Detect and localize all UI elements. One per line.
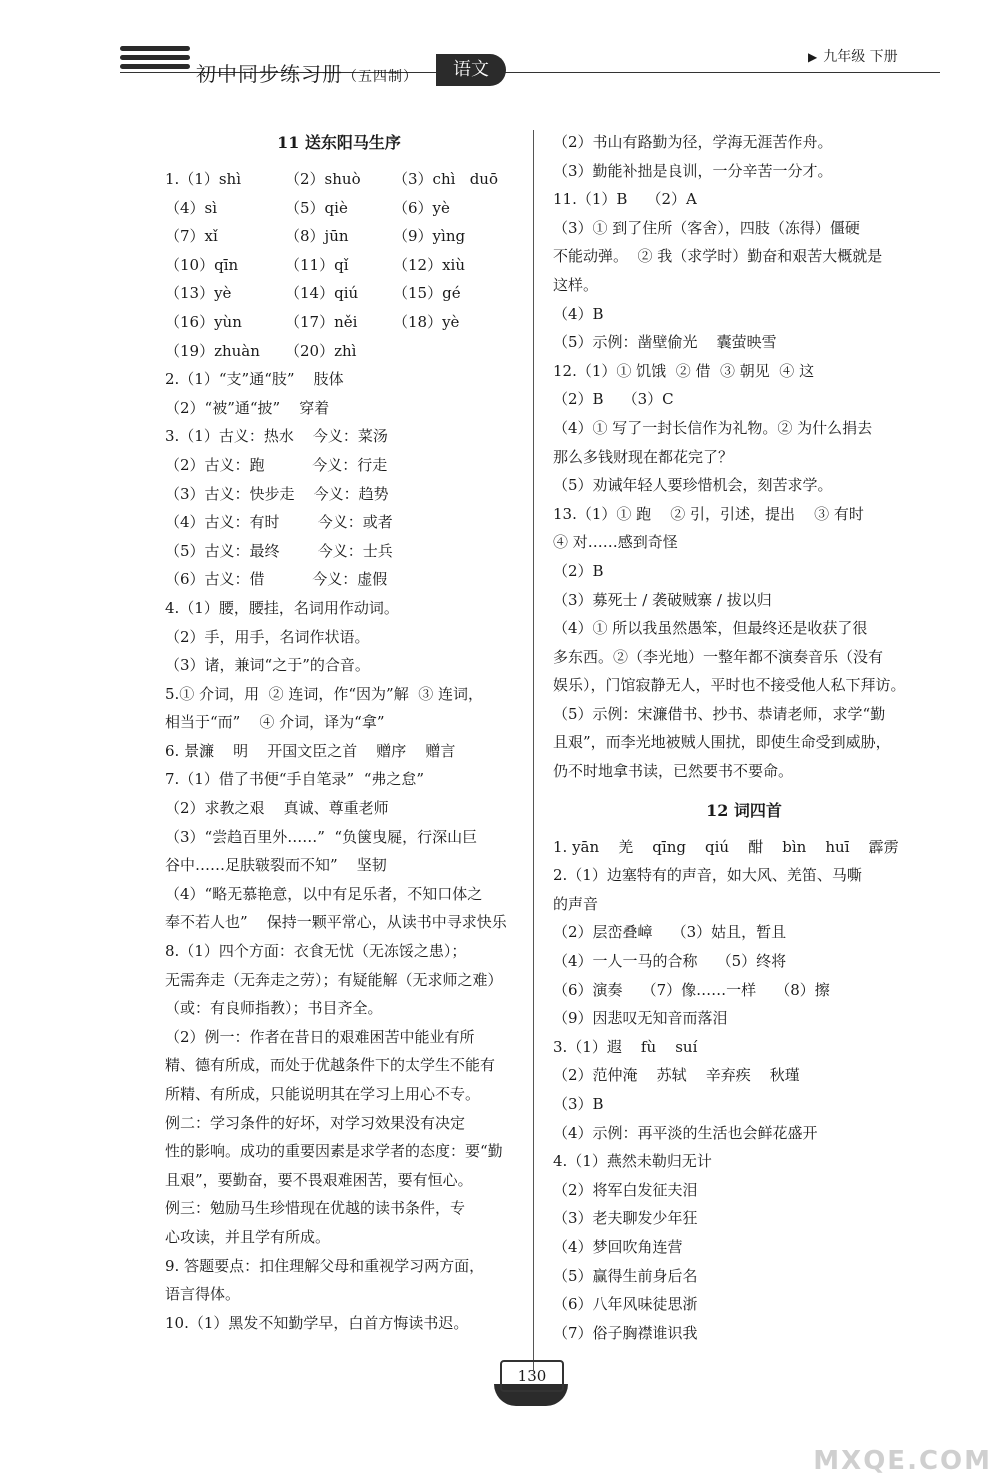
answer-line: （5）赢得生前身后名 xyxy=(553,1266,698,1285)
answer-line: 且艰”，而李光地被贼人围扰，即使生命受到威胁， xyxy=(553,733,891,752)
answer-line: 7.（1）借了书便“手自笔录” “弗之怠” xyxy=(165,770,425,789)
pinyin-cell: （17）něi xyxy=(285,312,358,331)
answer-line: 13.（1）① 跑 ② 引，引述，提出 ③ 有时 xyxy=(553,504,864,523)
answer-line: （3）勤能补拙是良训，一分辛苦一分才。 xyxy=(553,161,833,180)
answer-line: （5）劝诫年轻人要珍惜机会，刻苦求学。 xyxy=(553,476,833,495)
pinyin-cell: （15）gé xyxy=(393,284,461,303)
answer-line: 奉不若人也” 保持一颗平常心，从读书中寻求快乐 xyxy=(165,913,507,932)
right-answer-lines-a xyxy=(553,128,935,786)
pinyin-cell xyxy=(393,337,513,366)
answer-line: 不能动弹。 ② 我（求学时）勤奋和艰苦大概就是 xyxy=(553,247,883,266)
grade-label: ▶ 九年级 下册 xyxy=(808,49,898,65)
pinyin-cell: （8）jūn xyxy=(285,227,349,246)
pinyin-cell: （13）yè xyxy=(165,284,232,303)
left-answer-lines xyxy=(165,365,513,1337)
answer-line: （4）古义：有时 今义：或者 xyxy=(165,513,393,532)
answer-line: （2）例一：作者在昔日的艰难困苦中能业有所 xyxy=(165,1027,475,1046)
right-column xyxy=(553,128,935,1347)
answer-line: （2）范仲淹 苏轼 辛弃疾 秋瑾 xyxy=(553,1066,800,1085)
answer-line: （3）“尝趋百里外……” “负箧曳屣，行深山巨 xyxy=(165,827,478,846)
answer-line: （4）示例：再平淡的生活也会鲜花盛开 xyxy=(553,1123,818,1142)
edition-label: （五四制） xyxy=(343,69,418,85)
pinyin-cell: （12）xiù xyxy=(393,255,466,274)
answer-line: （2）将军白发征夫泪 xyxy=(553,1180,698,1199)
answer-line: 例三：勉励马生珍惜现在优越的读书条件，专 xyxy=(165,1199,466,1218)
section-title-11: 11 送东阳马生序 xyxy=(277,133,401,152)
pinyin-cell: （9）yìng xyxy=(393,227,466,246)
answer-line: （3）老夫聊发少年狂 xyxy=(553,1209,698,1228)
answer-line: 9. 答题要点：扣住理解父母和重视学习两方面， xyxy=(165,1256,485,1275)
answer-line: 8.（1）四个方面：衣食无忧（无冻馁之患）； xyxy=(165,942,467,961)
answer-line: 相当于“而” ④ 介词，译为“拿” xyxy=(165,713,385,732)
book-title: 初中同步练习册（五四制） xyxy=(196,62,418,86)
answer-line: 3.（1）古义：热水 今义：菜汤 xyxy=(165,427,388,446)
pinyin-row xyxy=(165,194,513,223)
answer-line: （2）“被”通“披” 穿着 xyxy=(165,398,330,417)
answer-line: （3）① 到了住所（客舍），四肢（冻得）僵硬 xyxy=(553,218,860,237)
answer-line: （2）B xyxy=(553,561,604,580)
section-title-12: 12 词四首 xyxy=(706,800,782,820)
answer-line: （4）梦回吹角连营 xyxy=(553,1237,683,1256)
answer-line: （5）示例：宋濂借书、抄书、恭请老师，求学“勤 xyxy=(553,704,886,723)
answer-line: 性的影响。成功的重要因素是求学者的态度：要“勤 xyxy=(165,1142,503,1161)
answer-line: 仍不时地拿书读，已然要书不要命。 xyxy=(553,762,794,781)
answer-line: 语言得体。 xyxy=(165,1285,241,1304)
answer-line: （4）B xyxy=(553,304,604,323)
answer-line: 所精、有所成，只能说明其在学习上用心不专。 xyxy=(165,1085,481,1103)
answer-line: 1. yān 羌 qīng qiú 酣 bìn huī 霹雳 xyxy=(553,837,899,856)
answer-line: （2）手，用手，名词作状语。 xyxy=(165,627,370,646)
pinyin-cell: （11）qǐ xyxy=(285,255,349,274)
answer-line: 2.（1）边塞特有的声音，如大风、羌笛、马嘶 xyxy=(553,866,862,885)
answer-line: （9）因悲叹无知音而落泪 xyxy=(553,1009,728,1028)
answer-line: 谷中……足肤皲裂而不知” 坚韧 xyxy=(165,856,387,875)
answer-line: 5.① 介词，用 ② 连词，作“因为”解 ③ 连词， xyxy=(165,684,484,703)
watermark: MXQE.COM xyxy=(813,1446,992,1476)
page-footer xyxy=(490,1360,580,1420)
pinyin-cell: （2）shuò xyxy=(285,170,361,188)
answer-line: 这样。 xyxy=(553,275,599,294)
pinyin-cell: 1.（1）shì xyxy=(165,170,242,188)
page-header xyxy=(0,0,1000,100)
pinyin-cell: （18）yè xyxy=(393,312,460,331)
pinyin-cell: （14）qiú xyxy=(285,284,359,303)
answer-line: 的声音 xyxy=(553,894,599,913)
answer-line: （4）① 所以我虽然愚笨，但最终还是收获了很 xyxy=(553,619,868,638)
answer-line: （2）求教之艰 真诚、尊重老师 xyxy=(165,799,389,818)
answer-line: （3）募死士 / 袭破贼寨 / 拔以归 xyxy=(553,590,772,609)
pinyin-row xyxy=(165,337,513,366)
answer-line: 那么多钱财现在都花完了？ xyxy=(553,447,734,466)
answer-line: （2）古义：跑 今义：行走 xyxy=(165,455,388,474)
header-decoration-bars xyxy=(120,46,190,86)
triangle-right-icon: ▶ xyxy=(808,50,818,64)
answer-line: 娱乐），门馆寂静无人，平时也不接受他人私下拜访。 xyxy=(553,676,906,695)
subject-badge: 语文 xyxy=(436,54,506,86)
answer-line: 例二：学习条件的好坏，对学习效果没有决定 xyxy=(165,1113,466,1132)
answer-line: 无需奔走（无奔走之劳）；有疑能解（无求师之难） xyxy=(165,970,503,989)
answer-line: 2.（1）“支”通“肢” 肢体 xyxy=(165,370,344,389)
answer-line: 12.（1）① 饥饿 ② 借 ③ 朝见 ④ 这 xyxy=(553,361,815,380)
answer-line: （4）① 写了一封长信作为礼物。② 为什么捐去 xyxy=(553,418,873,437)
answer-line: 6. 景濂 明 开国文臣之首 赠序 赠言 xyxy=(165,741,456,760)
pinyin-cell: （7）xǐ xyxy=(165,227,218,246)
pinyin-cell: （5）qiè xyxy=(285,198,348,217)
answer-line: 11.（1）B （2）A xyxy=(553,190,697,209)
answer-line: （6）古义：借 今义：虚假 xyxy=(165,570,388,589)
right-answer-lines-b xyxy=(553,833,935,1348)
answer-line: （2）书山有路勤为径，学海无涯苦作舟。 xyxy=(553,133,833,151)
answer-line: （或：有良师指教）；书目齐全。 xyxy=(165,999,383,1018)
answer-line: （2）B （3）C xyxy=(553,390,674,409)
answer-line: （5）示例：凿壁偷光 囊萤映雪 xyxy=(553,333,777,352)
answer-line: 3.（1）遐 fù suí xyxy=(553,1037,698,1056)
pinyin-cell: （20）zhì xyxy=(285,341,357,360)
answer-line: 且艰”，要勤奋，要不畏艰难困苦，要有恒心。 xyxy=(165,1170,473,1189)
answer-line: （2）层峦叠嶂 （3）姑且，暂且 xyxy=(553,923,787,942)
pinyin-cell: （3）chì duō xyxy=(393,170,499,188)
pinyin-row xyxy=(165,222,513,251)
pinyin-cell: （4）sì xyxy=(165,198,218,217)
column-divider xyxy=(533,130,534,1370)
answer-line: （3）B xyxy=(553,1095,604,1113)
pinyin-cell: （19）zhuàn xyxy=(165,341,260,360)
answer-line: （6）演奏 （7）像……一样 （8）擦 xyxy=(553,980,830,999)
answer-line: ④ 对……感到奇怪 xyxy=(553,533,678,552)
answer-line: （7）俗子胸襟谁识我 xyxy=(553,1323,698,1342)
answer-line: 4.（1）燕然未勒归无计 xyxy=(553,1152,712,1171)
pinyin-grid xyxy=(165,165,513,365)
pinyin-cell: （6）yè xyxy=(393,198,450,217)
answer-line: 多东西。②（李光地）一整年都不演奏音乐（没有 xyxy=(553,647,884,666)
answer-line: （3）诸，兼词“之于”的合音。 xyxy=(165,656,370,675)
answer-line: 10.（1）黑发不知勤学早，白首方悔读书迟。 xyxy=(165,1313,469,1332)
answer-line: （4）“略无慕艳意，以中有足乐者，不知口体之 xyxy=(165,884,483,903)
answer-line: （4）一人一马的合称 （5）终将 xyxy=(553,952,787,971)
answer-line: （6）八年风味徒思浙 xyxy=(553,1295,698,1314)
pinyin-cell: （10）qīn xyxy=(165,255,239,274)
pinyin-row xyxy=(165,165,513,194)
pinyin-row xyxy=(165,308,513,337)
answer-line: （3）古义：快步走 今义：趋势 xyxy=(165,484,389,503)
pinyin-row xyxy=(165,251,513,280)
answer-line: 4.（1）腰，腰挂，名词用作动词。 xyxy=(165,598,399,617)
pinyin-row xyxy=(165,279,513,308)
page-number: 130 xyxy=(500,1360,564,1392)
answer-line: 心攻读，并且学有所成。 xyxy=(165,1227,331,1246)
pinyin-cell: （16）yùn xyxy=(165,312,242,331)
left-column xyxy=(165,128,513,1337)
answer-line: （5）古义：最终 今义：士兵 xyxy=(165,541,393,560)
answer-line: 精、德有所成，而处于优越条件下的太学生不能有 xyxy=(165,1056,496,1075)
